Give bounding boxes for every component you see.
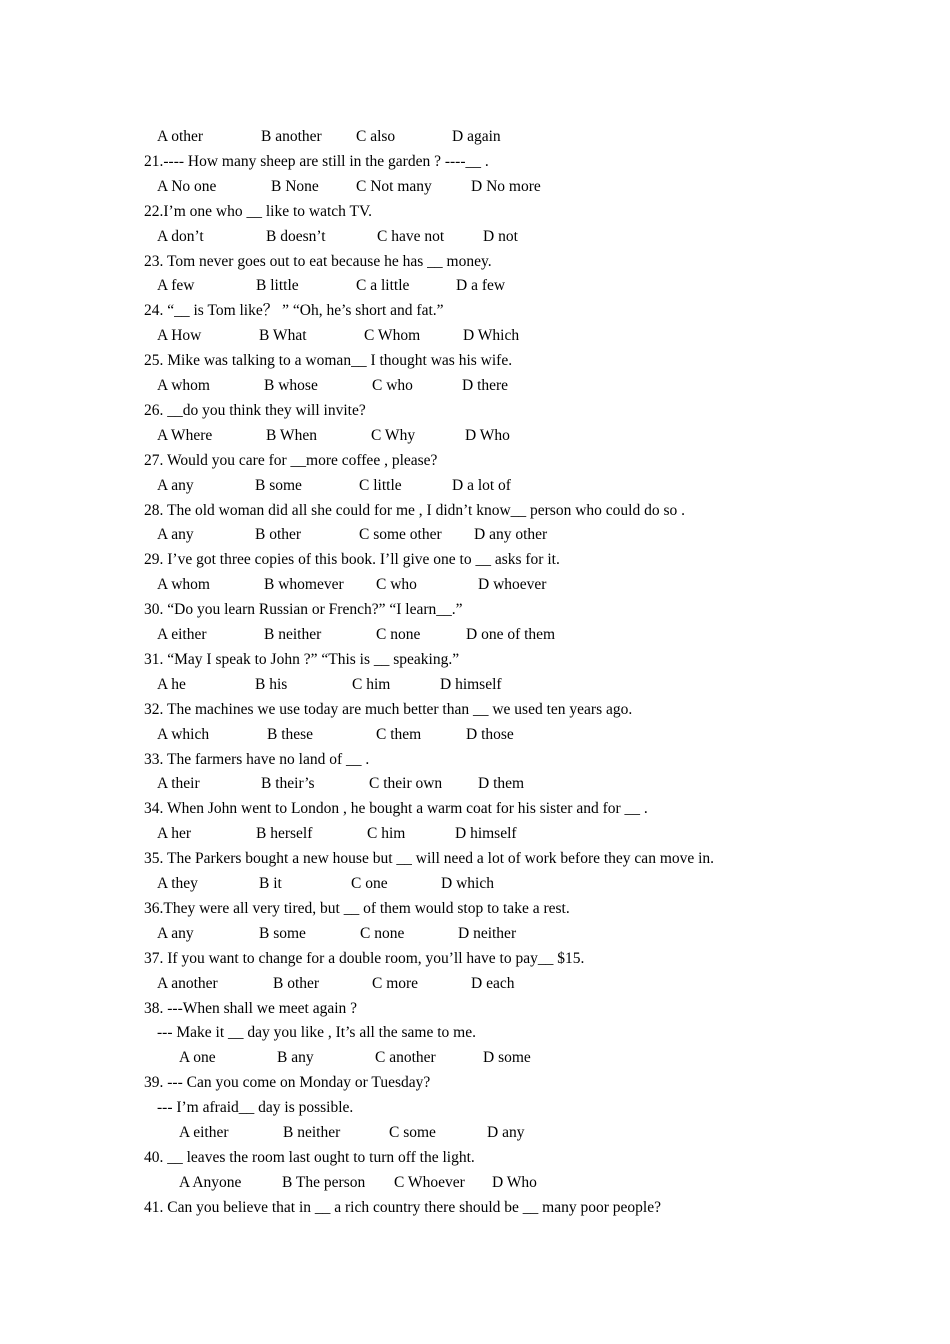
option-b: B When — [266, 426, 317, 444]
question-text: 23. Tom never goes out to eat because he has __ money. — [144, 252, 492, 270]
option-a: A they — [157, 875, 198, 892]
option-c: C Why — [371, 426, 416, 444]
option-b: B another — [261, 128, 322, 145]
option-d: D himself — [455, 825, 517, 843]
option-d: D not — [483, 227, 518, 245]
option-c: C them — [376, 725, 422, 743]
option-a: A whom — [157, 377, 210, 394]
option-d: D Who — [492, 1173, 537, 1191]
option-c: C some other — [359, 526, 442, 544]
option-b: B herself — [256, 825, 313, 843]
option-d: D No more — [471, 177, 541, 195]
question-text: 34. When John went to London , he bought a warm coat for his sister and for __ . — [144, 800, 648, 818]
option-c: C little — [359, 476, 402, 494]
option-a: A one — [179, 1049, 216, 1067]
option-b: B whomever — [264, 576, 344, 594]
option-a: A No one — [157, 177, 217, 195]
option-b: B neither — [264, 626, 322, 643]
option-a: A any — [157, 924, 194, 942]
option-d: D a few — [456, 277, 506, 295]
option-d: D them — [478, 775, 525, 793]
option-d: D there — [462, 377, 509, 394]
option-c: C have not — [377, 227, 445, 245]
option-a: A her — [157, 825, 192, 843]
option-d: D each — [471, 974, 515, 992]
option-b: B little — [256, 277, 299, 295]
question-text: 25. Mike was talking to a woman__ I thought was his wife. — [144, 352, 513, 370]
option-b: B his — [255, 675, 288, 693]
question-text: 38. ---When shall we meet again ? — [144, 999, 358, 1017]
option-b: B it — [259, 875, 282, 892]
option-a: A their — [157, 775, 200, 793]
option-d: D a lot of — [452, 476, 511, 494]
option-c: C who — [372, 377, 413, 394]
option-d: D Who — [465, 426, 510, 444]
option-c: C Whom — [364, 327, 421, 345]
option-b: B whose — [264, 377, 318, 394]
option-d: D himself — [440, 675, 502, 693]
question-text: 40. __ leaves the room last ought to turn off the light. — [144, 1148, 475, 1166]
question-text: 22.I’m one who __ like to watch TV. — [144, 202, 373, 220]
option-a: A which — [157, 725, 210, 743]
option-d: D which — [441, 875, 494, 892]
option-b: B their’s — [261, 775, 315, 793]
option-b: B some — [259, 924, 306, 942]
option-b: B The person — [282, 1173, 366, 1191]
option-a: A any — [157, 526, 194, 544]
option-c: C a little — [356, 277, 410, 295]
question-text: 36.They were all very tired, but __ of them would stop to take a rest. — [144, 899, 570, 917]
option-a: A another — [157, 974, 218, 992]
option-b: B What — [259, 327, 307, 345]
option-d: D any other — [474, 526, 548, 544]
option-b: B other — [255, 526, 302, 544]
option-c: C another — [375, 1049, 436, 1067]
option-a: A he — [157, 675, 186, 693]
option-d: D some — [483, 1049, 531, 1067]
option-c: C him — [352, 675, 391, 693]
question-text: 29. I’ve got three copies of this book. I’ll give one to __ asks for it. — [144, 551, 560, 569]
option-c: C Whoever — [394, 1173, 465, 1191]
question-text: 26. __do you think they will invite? — [144, 401, 366, 419]
option-a: A either — [179, 1124, 229, 1141]
option-c: C also — [356, 128, 396, 145]
option-d: D any — [487, 1124, 525, 1141]
option-a: A either — [157, 626, 207, 643]
option-d: D whoever — [478, 576, 547, 594]
question-text: 30. “Do you learn Russian or French?” “I learn__.” — [144, 601, 463, 619]
question-text: 24. “__ is Tom like？ ” “Oh, he’s short and fat.” — [144, 302, 444, 320]
question-text: 37. If you want to change for a double room, you’ll have to pay__ $15. — [144, 949, 585, 967]
option-d: D Which — [463, 327, 520, 345]
dialog-line: --- I’m afraid__ day is possible. — [157, 1099, 354, 1117]
option-b: B any — [277, 1049, 314, 1067]
option-d: D those — [466, 725, 514, 743]
option-d: D neither — [458, 924, 517, 942]
option-c: C none — [360, 924, 405, 942]
option-c: C some — [389, 1124, 436, 1141]
question-text: 32. The machines we use today are much better than __ we used ten years ago. — [144, 700, 633, 718]
option-b: B these — [267, 725, 314, 743]
option-b: B neither — [283, 1124, 341, 1141]
question-text: 41. Can you believe that in __ a rich country there should be __ many poor people? — [144, 1198, 661, 1216]
option-c: C one — [351, 875, 388, 892]
option-a: A Where — [157, 426, 213, 444]
option-c: C him — [367, 825, 406, 843]
option-b: B other — [273, 974, 320, 992]
option-a: A any — [157, 476, 194, 494]
option-a: A whom — [157, 576, 210, 594]
option-a: A few — [157, 277, 195, 295]
option-c: C none — [376, 626, 421, 643]
option-d: D again — [452, 128, 501, 145]
question-text: 28. The old woman did all she could for me , I didn’t know__ person who could do so . — [144, 501, 685, 519]
question-text: 27. Would you care for __more coffee , please? — [144, 451, 438, 469]
option-c: C Not many — [356, 177, 432, 195]
option-a: A How — [157, 327, 202, 345]
question-text: 31. “May I speak to John ?” “This is __ speaking.” — [144, 650, 460, 668]
question-text: 33. The farmers have no land of __ . — [144, 750, 370, 768]
question-text: 39. --- Can you come on Monday or Tuesday? — [144, 1074, 431, 1092]
option-b: B doesn’t — [266, 227, 326, 245]
dialog-line: --- Make it __ day you like , It’s all the same to me. — [157, 1024, 476, 1042]
option-b: B None — [271, 177, 319, 195]
option-a: A Anyone — [179, 1173, 242, 1191]
question-text: 21.---- How many sheep are still in the garden ? ----__ . — [144, 152, 489, 170]
option-d: D one of them — [466, 626, 556, 643]
option-c: C their own — [369, 775, 443, 793]
question-text: 35. The Parkers bought a new house but __ will need a lot of work before they can move in. — [144, 850, 715, 868]
option-c: C more — [372, 974, 419, 992]
option-a: A don’t — [157, 227, 204, 245]
option-b: B some — [255, 476, 302, 494]
option-c: C who — [376, 576, 417, 594]
option-a: A other — [157, 128, 204, 145]
